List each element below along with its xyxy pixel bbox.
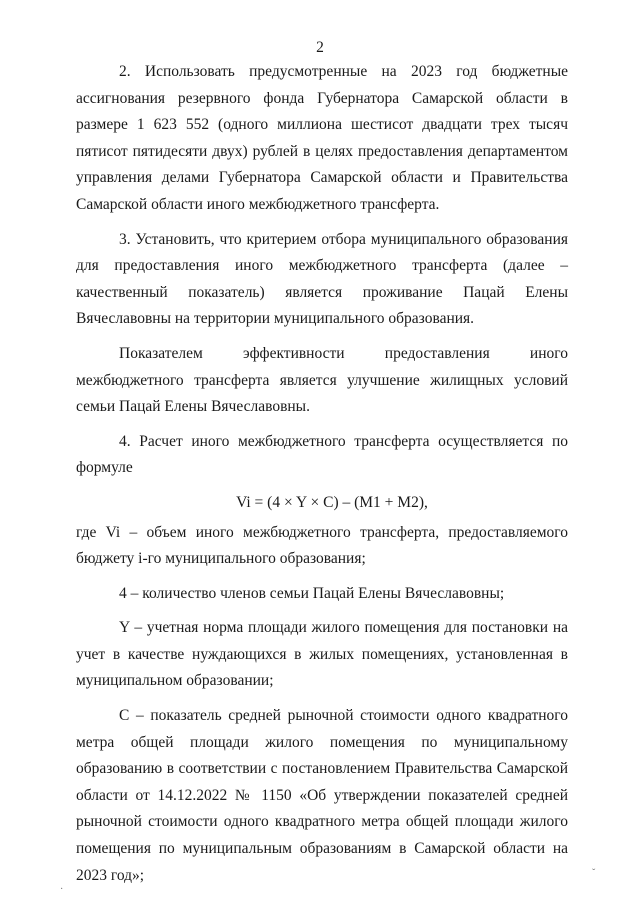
document-body <box>76 59 568 897</box>
definition-y: Y – учетная норма площади жилого помещения для постановки на учет в качестве нуждающихся в жилых помещениях, установленная в муниципальном образовании; <box>76 619 568 690</box>
paragraph-efficiency: Показателем эффективности предоставления иного межбюджетного трансферта является улучшение жилищных условий семьи Пацай Елены Вячеславовны. <box>76 344 568 416</box>
definition-vi: где Vi – объем иного межбюджетного трансферта, предоставляемого бюджету i-го муниципального образования; <box>76 523 568 568</box>
scan-dot: · <box>60 884 64 895</box>
definition-4: 4 – количество членов семьи Пацай Елены Вячеславовны; <box>119 584 505 602</box>
paragraph-item-4: 4. Расчет иного межбюджетного трансферта осуществляется по формуле <box>76 432 568 477</box>
page-number: 2 <box>316 39 324 56</box>
paragraph-item-3: 3. Установить, что критерием отбора муниципального образования для предоставления иного межбюджетного трансферта (далее – качественный показатель) является проживание Пацай Елены Вячеславовны на территории муниципального образования. <box>76 230 568 328</box>
paragraph-item-2: 2. Использовать предусмотренные на 2023 год бюджетные ассигнования резервного фонда Губернатора Самарской области в размере 1 623 552 (одного миллиона шестисот двадцати трех тысяч пятисот пятидесяти двух) рублей в целях предоставления департаментом управления делами Губернатора Самарской области и Правительства Самарской области иного межбюджетного трансферта. <box>76 63 568 213</box>
definition-c: C – показатель средней рыночной стоимости одного квадратного метра общей площади жилого помещения по муниципальному образованию в соответствии с постановлением Правительства Самарской области от 14.12.2022 № 1150 «Об утверждении показателей средней рыночной стоимости одного квадратного метра общей площади жилого помещения по муниципальным образованиям в Самарской области на 2023 год»; <box>76 707 568 884</box>
formula: Vi = (4 × Y × C) – (M1 + M2), <box>236 493 428 511</box>
scan-mark: ˇ <box>592 868 596 879</box>
